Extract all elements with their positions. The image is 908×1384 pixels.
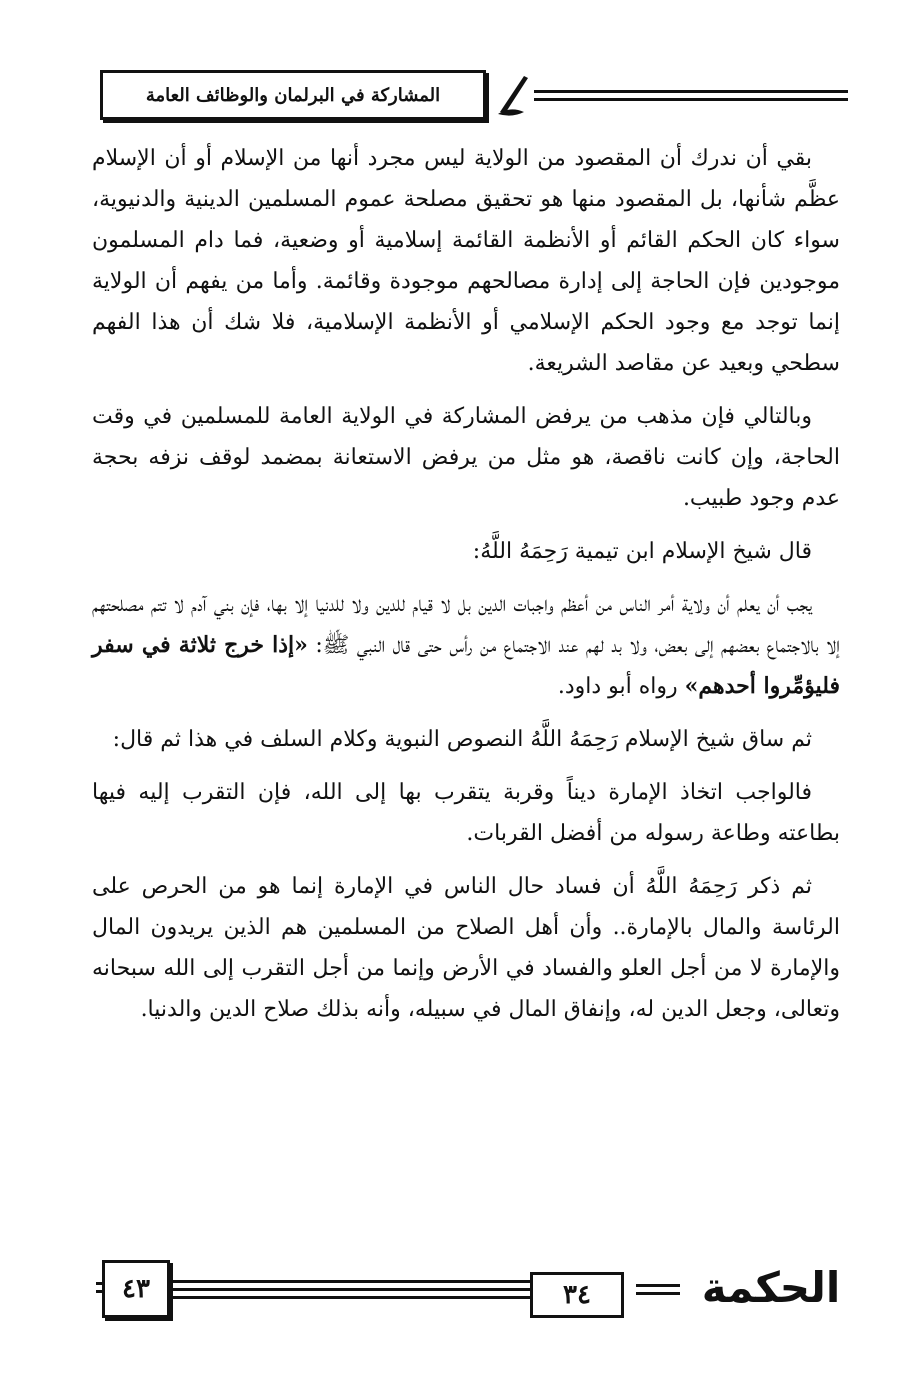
footer-rule [636,1284,680,1287]
footer-rule [170,1280,530,1283]
paragraph-6: فالواجب اتخاذ الإمارة ديناً وقربة يتقرب بها إلى الله، فإن التقرب إليه فيها بطاعته وطاعة رسوله من أفضل القربات. [92,780,840,846]
page-header [96,68,848,124]
magazine-logo: الحكمة [701,1263,841,1312]
paragraph-1: بقي أن ندرك أن المقصود من الولاية ليس مجرد أنها من الإسلام أو أن الإسلام عظَّم شأنها، بل المقصود منها هو تحقيق مصلحة عموم المسلمين الدينية والدنيوية، سواء كان الحكم القائم أو الأنظمة القائمة إسلامية أو وضعية، فما دام المسلمون موجودين فإن الحاجة إلى إدارة مصالحهم موجودة وقائمة. وأما من يفهم أن الولاية إنما توجد مع وجود الحكم الإسلامي أو الأنظمة الإسلامية، فلا شك أن هذا الفهم سطحي وبعيد عن مقاصد الشريعة. [92,146,840,376]
paragraph-7: ثم ذكر رَحِمَهُ اللَّهُ أن فساد حال الناس في الإمارة إنما هو من الحرص على الرئاسة والمال بالإمارة.. وأن أهل الصلاح من المسلمين هم الذين يريدون المال والإمارة لا من أجل العلو والفساد في الأرض وإنما من أجل التقرب إلى الله سبحانه وتعالى، وجعل الدين له، وإنفاق المال في سبيله، وأنه بذلك صلاح الدين والدنيا. [92,874,840,1022]
issue-number: ٣٤ [530,1272,624,1318]
header-rule-top [534,90,848,93]
footer-rule [636,1292,680,1295]
page-footer [96,1254,848,1324]
page-number: ٤٣ [102,1260,170,1318]
paragraph-quote [92,584,840,707]
header-rule-bottom [534,98,848,101]
quote-intro: قال شيخ الإسلام ابن تيمية رَحِمَهُ اللَّهُ: [472,539,812,564]
quote-text: يجب أن يعلم أن ولاية أمر الناس من أعظم واجبات الدين بل لا قيام للدين ولا للدنيا إلا بها، فإن بني آدم لا تتم مصلحتهم إلا بالاجتماع بعضهم إلى بعض، ولا بد لهم عند الاجتماع من رأس حتى قال النبي ﷺ: [92,592,840,658]
footer-rule [170,1288,530,1291]
running-title: المشاركة في البرلمان والوظائف العامة [100,70,486,120]
body-text [92,138,840,1030]
quill-pen-icon [494,68,534,118]
paragraph-2: وبالتالي فإن مذهب من يرفض المشاركة في الولاية العامة للمسلمين في وقت الحاجة، وإن كانت ناقصة، هو مثل من يرفض الاستعانة بمضمد لوقف نزفه بحجة عدم وجود طبيب. [92,404,840,511]
hadith-text: «إذا خرج ثلاثة في سفر فليؤمِّروا أحدهم» [92,632,840,699]
footer-rule [170,1296,530,1299]
hadith-source: رواه أبو داود. [557,674,678,699]
paragraph-5: ثم ساق شيخ الإسلام رَحِمَهُ اللَّهُ النصوص النبوية وكلام السلف في هذا ثم قال: [112,727,812,752]
